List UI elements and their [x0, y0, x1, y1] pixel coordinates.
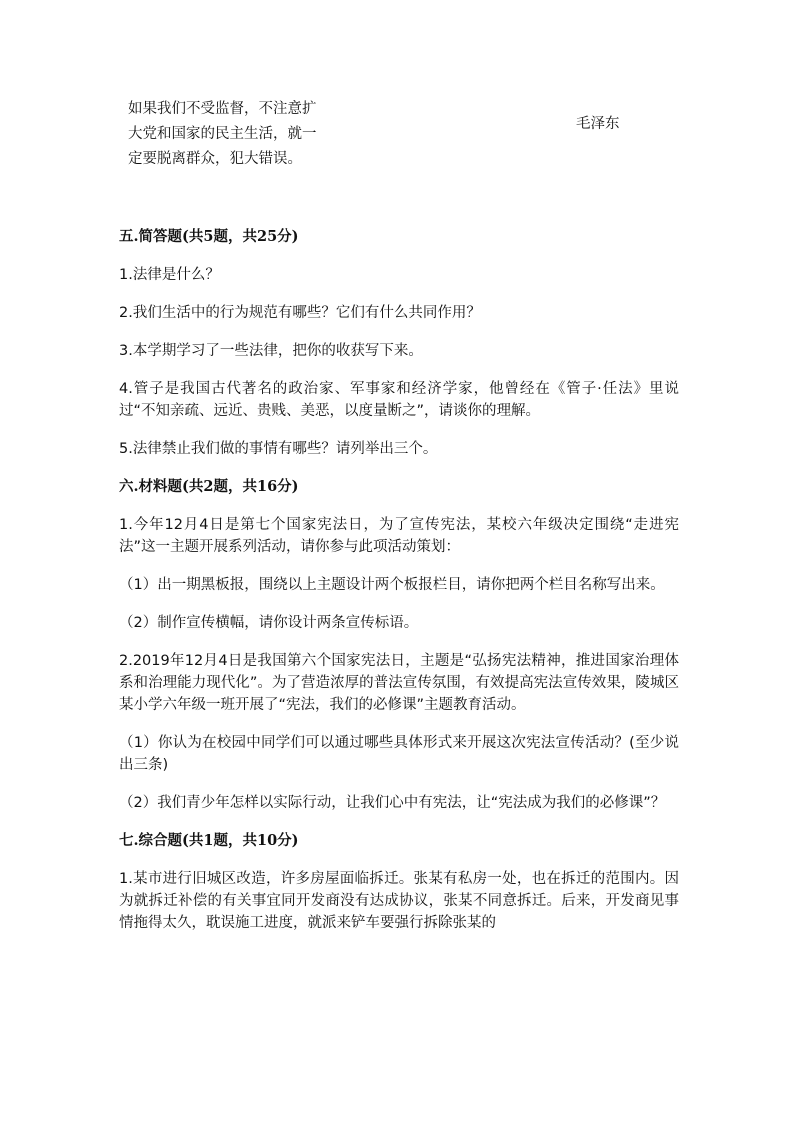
- question-item: （2）制作宣传横幅，请你设计两条宣传标语。: [119, 615, 419, 631]
- question-item: 4.管子是我国古代著名的政治家、军事家和经济学家，他曾经在《管子·任法》里说过“不知亲疏、远近、贵贱、美恶，以度量断之”，请谈你的理解。: [119, 381, 679, 419]
- section-comprehensive: [119, 830, 679, 934]
- question-item: 1.今年12月4日是第七个国家宪法日，为了宣传宪法，某校六年级决定围绕“走进宪法”这一主题开展系列活动，请你参与此项活动策划：: [119, 517, 679, 555]
- question-item: 2.我们生活中的行为规范有哪些？它们有什么共同作用？: [119, 305, 481, 321]
- section-title: 七.综合题(共1题，共10分): [119, 832, 299, 849]
- question-item: 3.本学期学习了一些法律，把你的收获写下来。: [119, 343, 423, 359]
- quote-line: 大党和国家的民主生活，就一: [128, 126, 317, 142]
- section-title: 五.简答题(共5题，共25分): [119, 228, 299, 245]
- question-item: （2）我们青少年怎样以实际行动，让我们心中有宪法，让“宪法成为我们的必修课”？: [119, 795, 666, 811]
- section-title: 六.材料题(共2题，共16分): [119, 478, 299, 495]
- question-item: （1）你认为在校园中同学们可以通过哪些具体形式来开展这次宪法宣传活动？(至少说出三条): [119, 735, 679, 773]
- question-item: 1.某市进行旧城区改造，许多房屋面临拆迁。张某有私房一处，也在拆迁的范围内。因为就拆迁补偿的有关事宜同开发商没有达成协议，张某不同意拆迁。后来，开发商见事情拖得太久，耽误施工进度，就派来铲车要强行拆除张某的: [119, 871, 679, 931]
- section-short-answer: [119, 226, 679, 460]
- question-item: （1）出一期黑板报，围绕以上主题设计两个板报栏目，请你把两个栏目名称写出来。: [119, 577, 665, 593]
- section-material: [119, 476, 679, 814]
- quote-line: 定要脱离群众，犯大错误。: [128, 151, 302, 167]
- question-item: 5.法律禁止我们做的事情有哪些？请列举出三个。: [119, 441, 438, 457]
- quote-line: 如果我们不受监督，不注意扩: [128, 101, 317, 117]
- question-item: 2.2019年12月4日是我国第六个国家宪法日，主题是“弘扬宪法精神，推进国家治理体系和治理能力现代化”。为了营造浓厚的普法宣传氛围，有效提高宪法宣传效果，陵城区某小学六年级一班开展了“宪法，我们的必修课”主题教育活动。: [119, 653, 679, 713]
- question-item: 1.法律是什么？: [119, 267, 220, 283]
- quote-author: 毛泽东: [576, 116, 620, 132]
- question-content: [119, 226, 679, 950]
- quote-text: [128, 97, 354, 172]
